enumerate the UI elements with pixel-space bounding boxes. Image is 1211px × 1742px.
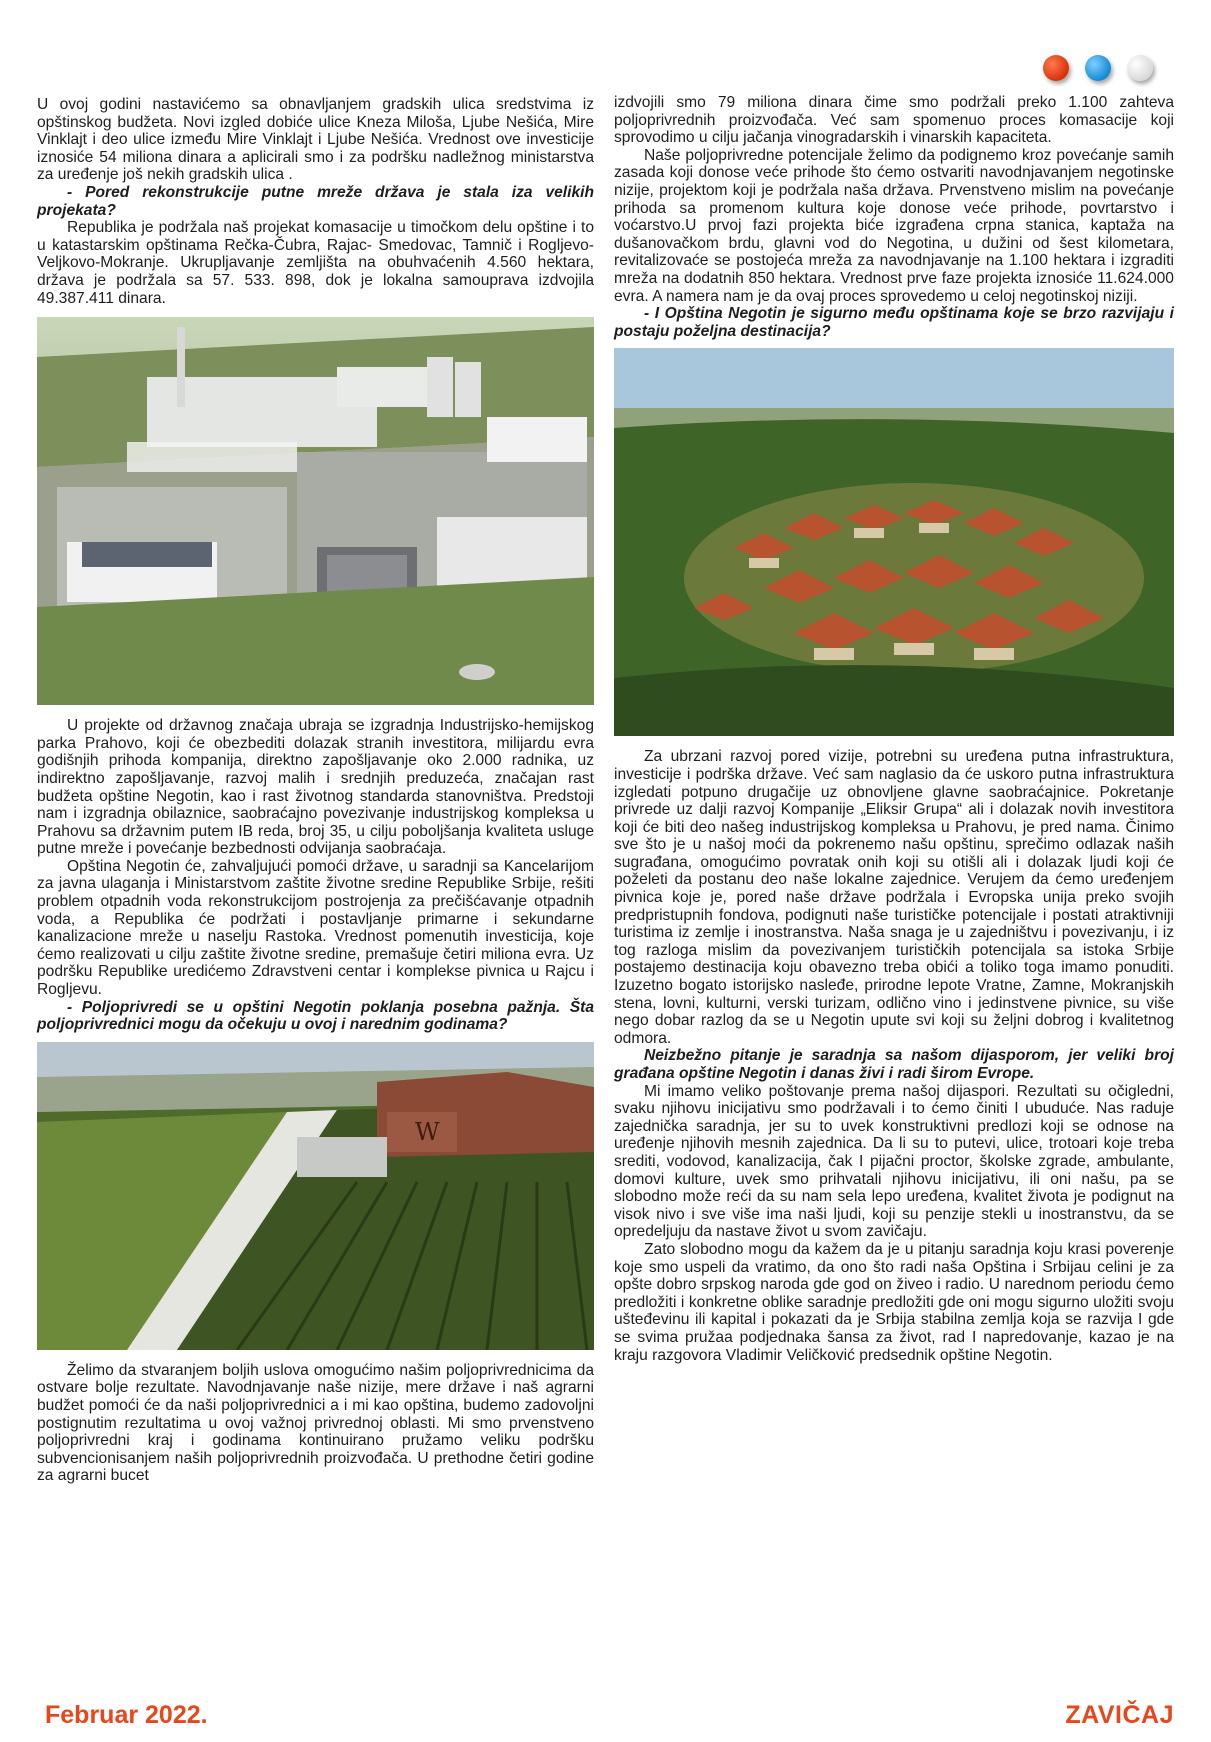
paragraph: Želimo da stvaranjem boljih uslova omogućimo našim poljoprivrednicima da ostvare bolje rezultate. Navodnjavanje naše nizije, mere države i naš agrarni budžet pomoći će da naši poljoprivrednici a i mi kao opština, budemo zadovoljni postignutim rezultatima u ovoj važnoj privrednoj oblasti. Mi smo prvenstveno poljoprivredni kraj i godinama kontinuirano pružamo veliku podršku subvencionisanjem naših poljoprivrednih proizvođača. U prethodne četiri godine za agrarni bucet	[37, 1361, 594, 1485]
paragraph: U ovoj godini nastavićemo sa obnavljanjem gradskih ulica sredstvima iz opštinskog budžeta. Novi izgled dobiće ulice Kneza Miloša, Ljube Nešića, Mire Vinklajt i deo ulice između Mire Vinklajt i Ljube Nešića. Vrednost ove investicije iznosiće 54 miliona dinara a aplicirali smo i za podršku nadležnog ministarstva za uređenje još nekih gradskih ulica .	[37, 96, 594, 184]
interview-question: Neizbežno pitanje je saradnja sa našom dijasporom, jer veliki broj građana opštine Negotin i danas živi i radi širom Evrope.	[614, 1047, 1174, 1082]
paragraph: Naše poljoprivredne potencijale želimo da podignemo kroz povećanje samih zasada koji donose veće prihode što ćemo ostvariti navodnjavanjem negotinske nizije, projektom koji je podržala naša država. Prvenstveno mislim na povećanje prihoda sa promenom kultura koje donose veće prihode, povrtarstvo i voćarstvo.U prvoj fazi projekta biće izgrađena crpna stanica, kaptaža na dušanovačkom brdu, glavni vod do Negotina, u dužini od šest kilometara, revitalizovaće se postojeća mreža za navodnjavanje na 1.100 hektara i izgraditi mreža na dodatnih 850 hektara. Vrednost prve faze projekta iznosiće 11.624.000 evra. A namera nam je da ovaj proces sprovedemo u celoj negotinskoj niziji.	[614, 146, 1174, 305]
red-dot-icon	[1043, 55, 1069, 81]
interview-question: - Pored rekonstrukcije putne mreže država je stala iza velikih projekata?	[37, 183, 594, 219]
white-dot-icon	[1127, 55, 1153, 81]
wine-cellars-village-photo	[614, 348, 1174, 736]
vineyard-winery-photo	[37, 1042, 594, 1350]
paragraph: Zato slobodno mogu da kažem da je u pitanju saradnja koju krasi poverenje koje smo uspeli da vratimo, da ono što radi naša Opština i Srbijau celini je za opšte dobro srpskog naroda gde god on živeo i radio. U narednom periodu ćemo predložiti i konkretne oblike saradnje predložiti gde oni mogu sigurno uložiti svoju ušteđevinu ili kapital i pokazati da je Srbija stabilna zemlja koja se razvija I gde se svima pružaa podjednaka šansa za život, rad I napredovanje, kazao je na kraju razgovora Vladimir Veličković predsednik opštine Negotin.	[614, 1240, 1174, 1364]
right-column	[614, 94, 1174, 1364]
paragraph: Mi imamo veliko poštovanje prema našoj dijaspori. Rezultati su očigledni, svaku njihovu inicijativu smo podržavali i to ćemo činiti I ubuduće. Nas raduje zajednička saradnja, jer su to uvek konstruktivni predlozi koji se odnose na uređenje njihovih mesnih zajednica. Da li su to putevi, ulice, trotoari koje treba srediti, vodovod, kanalizacija, čak I pijačni proctor, školske zgrade, ambulante, domovi kulture, uvek smo prihvatali njihovu inicijativu, ili oni našu, pa se slobodno može reći da su nam sela lepo uređena, kvalitet života je podignut na visok nivo i sve više ima naši ljudi, koji su penzije stekli u inostranstvu, da se opredeljuju da nastave život u svom zavičaju.	[614, 1082, 1174, 1241]
paragraph: U projekte od državnog značaja ubraja se izgradnja Industrijsko-hemijskog parka Prahovo, koji će obezbediti dolazak stranih investitora, milijardu evra godišnjih prihoda kompanija, direktno zapošljavanje oko 2.000 radnika, uz indirektno zapošljavanje, razvoj malih i srednjih preduzeća, značajan rast budžeta opštine Negotin, kao i rast životnog standarda stanovništva. Predstoji nam i izgradnja obilaznice, saobraćajno povezivanje industrijskog kompleksa u Prahovu sa državnim putem IB reda, broj 35, u cilju poboljšanja kvaliteta usluge putne mreže i povećanje bezbednosti odvijanja saobraćaja.	[37, 717, 594, 858]
svg-text:W: W	[415, 1117, 440, 1146]
paragraph: Opština Negotin će, zahvaljujući pomoći države, u saradnji sa Kancelarijom za javna ulaganja i Ministarstvom zaštite životne sredine Republike Srbije, rešiti problem otpadnih voda rekonstrukcijom postrojenja za prečišćavanje otpadnih voda, a Republika će podržati i postavljanje primarne i sekundarne kanalizacione mreže u naselju Rastoka. Vrednost pomenutih investicija, koje ćemo realizovati u cilju zaštite životne sredine, premašuje četiri miliona evra. Uz podršku Republike uredićemo Zdravstveni centar i komplekse pivnica u Rajcu i Rogljevu.	[37, 857, 594, 999]
left-column	[37, 96, 594, 1485]
blue-dot-icon	[1085, 55, 1111, 81]
issue-date: Februar 2022.	[45, 1701, 208, 1729]
interview-question: - Poljoprivredi se u opštini Negotin poklanja posebna pažnja. Šta poljoprivrednici mogu da očekuju u ovoj i narednim godinama?	[37, 998, 594, 1034]
publication-name: ZAVIČAJ	[1065, 1701, 1174, 1729]
interview-question: - I Opština Negotin je sigurno među opštinama koje se brzo razvijaju i postaju poželjna destinacija?	[614, 305, 1174, 340]
paragraph: Republika je podržala naš projekat komasacije u timočkom delu opštine i to u katastarskim opštinama Rečka-Čubra, Rajac- Smedovac, Tamnič i Rogljevo-Veljkovo-Mokranje. Ukrupljavanje zemljišta na obuhvaćenih 4.560 hektara, država je podržala sa 57. 533. 898, dok je lokalna samouprava izdvojila 49.387.411 dinara.	[37, 219, 594, 307]
industrial-park-photo	[37, 317, 594, 705]
paragraph: Za ubrzani razvoj pored vizije, potrebni su uređena putna infrastruktura, investicije i podrška države. Već sam naglasio da će uskoro putna infrastruktura izgledati potpuno drugačije uz obnovljene glavne saobraćajnice. Pokretanje privrede uz dalji razvoj Kompanije „Eliksir Grupa“ ali i dolazak novih investitora koji će biti deo našeg industrijskog kompleksa u Prahovu, je pred nama. Činimo sve što je u našoj moći da pokrenemo našu opštinu, sprečimo odlazak naših sugrađana, omogućimo povratak onih koji su otišli ali i dolazak ljudi koji će poželeti da postanu deo naše lokalne zajednice. Verujem da ćemo uređenjem pivnica koje je, pored naše države podržala i Evropska unija preko svojih predpristupnih fondova, podignuti naše turističke potencijale i postati atraktivniji turistima iz zemlje i inostranstva. Naša snaga je u zajedništvu i povezivanju, i iz tog razloga mislim da povezivanjem turističkih potencijala sa istoka Srbije postajemo destinacija koju obavezno treba obići a toliko toga imamo ponuditi. Izuzetno bogato istorijsko nasleđe, prirodne lepote Vratne, Zamne, Mokranjskih stena, lovni, kulturni, verski turizam, odlično vino i jedinstvene pivnice, su više nego dobar razlog da se u Negotin upute svi koji su željni dobrog i kvalitetnog odmora.	[614, 748, 1174, 1047]
paragraph: izdvojili smo 79 miliona dinara čime smo podržali preko 1.100 zahteva poljoprivrednih proizvođača. Već sam spomenuo proces komasacije koji sprovodimo u cilju jačanja vinogradarskih i vinarskih kapaciteta.	[614, 94, 1174, 147]
